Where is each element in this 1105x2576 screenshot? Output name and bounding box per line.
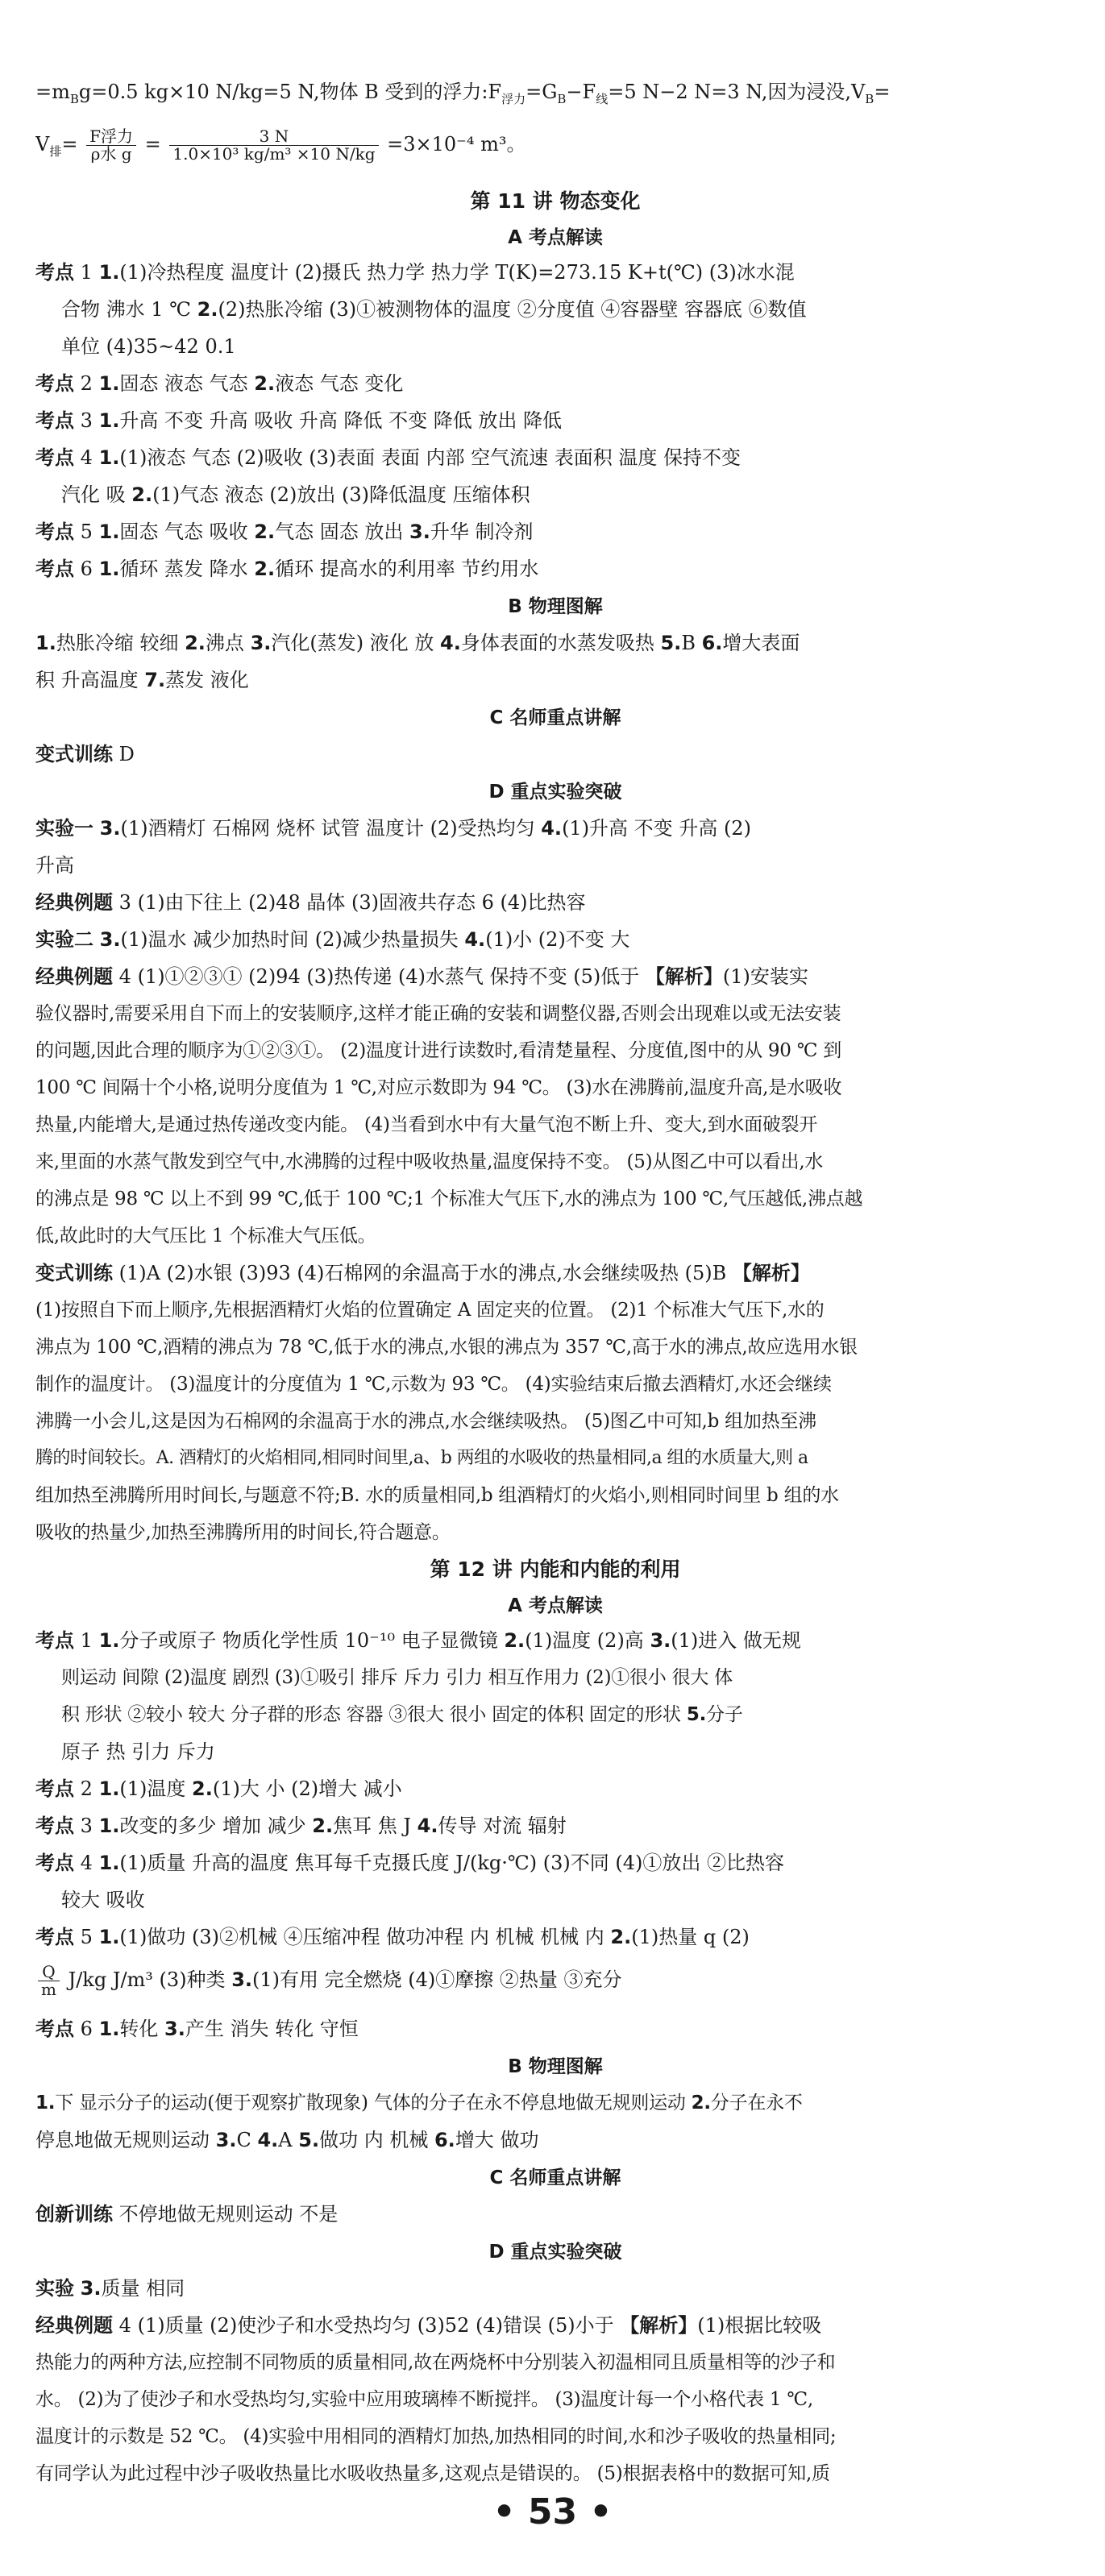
lecture-12-kaodian-3: 考点 3 1.改变的多少 增加 减少 2.焦耳 焦 J 4.传导 对流 辐射 — [35, 1815, 567, 1837]
lecture-11-analysis-line-3: 的问题,因此合理的顺序为①②③①。 (2)温度计进行读数时,看清楚量程、分度值,图中的从 90 ℃ 到 — [35, 1040, 842, 1061]
lecture-11-classic-example-3: 经典例题 3 (1)由下往上 (2)48 晶体 (3)固液共存态 6 (4)比热容 — [35, 891, 586, 914]
lecture-11-analysis-line-7: 的沸点是 98 ℃ 以上不到 99 ℃,低于 100 ℃;1 个标准大气压下,水的沸点为 100 ℃,气压越低,沸点越 — [35, 1188, 863, 1209]
lecture-12-innovation-training: 创新训练 不停地做无规则运动 不是 — [35, 2203, 339, 2225]
lecture-12-kaodian-1: 考点 1 1.分子或原子 物质化学性质 10⁻¹⁰ 电子显微镜 2.(1)温度 (2)高 3.(1)进入 做无规 — [35, 1629, 801, 1652]
lecture-11-analysis-line-2: 验仪器时,需要采用自下而上的安装顺序,这样才能正确的安装和调整仪器,否则会出现难以或无法安装 — [35, 1003, 841, 1024]
lecture-11-section-c: C 名师重点讲解 — [489, 707, 621, 728]
heat-value-fraction: $\frac{Q}{m}$ — [38, 1964, 60, 1998]
lecture-11-variant-training-2: 变式训练 (1)A (2)水银 (3)93 (4)石棉网的余温高于水的沸点,水会继续吸热 (5)B 【解析】 — [35, 1262, 810, 1284]
lecture-11-kaodian-6: 考点 6 1.循环 蒸发 降水 2.循环 提高水的利用率 节约用水 — [35, 558, 539, 580]
lecture-11-variant-analysis-line-8: 吸收的热量少,加热至沸腾所用的时间长,符合题意。 — [35, 1522, 451, 1543]
lecture-12-kaodian-1-line-4: 原子 热 引力 斥力 — [61, 1740, 215, 1763]
continuation-line-1: $=m_Bg=0.5$ kg×10 N/kg=5 N,物体 B 受到的浮力$:F_{浮力}=G_B-F_线=5$ N−2 N=3 N,因为浸没$,V_B=$ — [35, 81, 891, 106]
lecture-11-kaodian-4: 考点 4 1.(1)液态 气态 (2)吸收 (3)表面 表面 内部 空气流速 表面积 温度 保持不变 — [35, 446, 742, 469]
lecture-11-variant-analysis-line-3: 沸点为 100 ℃,酒精的沸点为 78 ℃,低于水的沸点,水银的沸点为 357 ℃,高于水的沸点,故应选用水银 — [35, 1337, 858, 1358]
lecture-12-analysis-line-5: 有同学认为此过程中沙子吸收热量比水吸收热量多,这观点是错误的。 (5)根据表格中的数据可知,质 — [35, 2463, 830, 2484]
lecture-12-diagram-answers-line-2: 停息地做无规则运动 3.C 4.A 5.做功 内 机械 6.增大 做功 — [35, 2129, 539, 2151]
lecture-11-variant-analysis-line-2: (1)按照自下而上顺序,先根据酒精灯火焰的位置确定 A 固定夹的位置。 (2)1 个标准大气压下,水的 — [35, 1300, 825, 1321]
lecture-11-title: 第 11 讲 物态变化 — [470, 189, 641, 213]
lecture-11-kaodian-4-line-2: 汽化 吸 2.(1)气态 液态 (2)放出 (3)降低温度 压缩体积 — [61, 483, 530, 506]
lecture-11-kaodian-5: 考点 5 1.固态 气态 吸收 2.气态 固态 放出 3.升华 制冷剂 — [35, 521, 534, 543]
lecture-12-diagram-answers: 1.下 显示分子的运动(便于观察扩散现象) 气体的分子在永不停息地做无规则运动 2.分子在永不 — [35, 2093, 803, 2113]
lecture-11-analysis-line-6: 来,里面的水蒸气散发到空气中,水沸腾的过程中吸收热量,温度保持不变。 (5)从图乙中可以看出,水 — [35, 1151, 824, 1172]
lecture-11-variant-analysis-line-5: 沸腾一小会儿,这是因为石棉网的余温高于水的沸点,水会继续吸热。 (5)图乙中可知,b 组加热至沸 — [35, 1411, 816, 1432]
lecture-11-section-d: D 重点实验突破 — [488, 782, 622, 803]
lecture-11-kaodian-3: 考点 3 1.升高 不变 升高 吸收 升高 降低 不变 降低 放出 降低 — [35, 409, 563, 432]
lecture-11-kaodian-1-line-2: 合物 沸水 1 ℃ 2.(2)热胀冷缩 (3)①被测物体的温度 ②分度值 ④容器壁 容器底 ⑥数值 — [61, 298, 807, 321]
lecture-12-kaodian-5-line-2: $\frac{Q}{m}$ J/kg J/m³ (3)种类 3.(1)有用 完全燃烧 (4)①摩擦 ②热量 ③充分 — [35, 1955, 1075, 2005]
lecture-12-kaodian-1-line-2: 则运动 间隙 (2)温度 剧烈 (3)①吸引 排斥 斥力 引力 相互作用力 (2)①很小 很大 体 — [61, 1667, 733, 1688]
lecture-11-kaodian-2: 考点 2 1.固态 液态 气态 2.液态 气态 变化 — [35, 372, 404, 395]
page-number: • 53 • — [492, 2491, 613, 2532]
lecture-11-analysis-line-5: 热量,内能增大,是通过热传递改变内能。 (4)当看到水中有大量气泡不断上升、变大,到水面破裂开 — [35, 1114, 818, 1135]
lecture-11-variant-analysis-line-7: 组加热至沸腾所用时间长,与题意不符;B. 水的质量相同,b 组酒精灯的火焰小,则相同时间里 b 组的水 — [35, 1485, 839, 1506]
lecture-12-kaodian-6: 考点 6 1.转化 3.产生 消失 转化 守恒 — [35, 2018, 359, 2040]
lecture-12-kaodian-4-line-2: 较大 吸收 — [61, 1889, 145, 1911]
lecture-11-kaodian-1-line-3: 单位 (4)35~42 0.1 — [61, 335, 236, 358]
lecture-11-variant-analysis-line-6: 腾的时间较长。A. 酒精灯的火焰相同,相同时间里,a、b 两组的水吸收的热量相同,a 组的水质量大,则 a — [35, 1448, 808, 1468]
lecture-11-experiment-1-line-2: 升高 — [35, 854, 74, 877]
volume-fraction: $\frac{3 N}{\text{1.0×10³ kg/m³ ×10 N/kg}}$ — [169, 128, 378, 163]
lecture-12-section-a: A 考点解读 — [508, 1595, 603, 1616]
lecture-11-variant-training: 变式训练 D — [35, 743, 135, 765]
lecture-11-diagram-answers-line-2: 积 升高温度 7.蒸发 液化 — [35, 669, 249, 691]
lecture-12-section-d: D 重点实验突破 — [488, 2242, 622, 2263]
lecture-12-section-b: B 物理图解 — [508, 2056, 603, 2077]
lecture-12-kaodian-1-line-3: 积 形状 ②较小 较大 分子群的形态 容器 ③很大 很小 固定的体积 固定的形状 5.分子 — [61, 1704, 743, 1725]
lecture-11-classic-example-4: 经典例题 4 (1)①②③① (2)94 (3)热传递 (4)水蒸气 保持不变 (5)低于 【解析】(1)安装实 — [35, 965, 808, 988]
lecture-11-kaodian-1: 考点 1 1.(1)冷热程度 温度计 (2)摄氏 热力学 热力学 T(K)=273.15 K+t(℃) (3)冰水混 — [35, 261, 795, 284]
lecture-12-analysis-line-3: 水。 (2)为了使沙子和水受热均匀,实验中应用玻璃棒不断搅拌。 (3)温度计每一个小格代表 1 ℃, — [35, 2389, 813, 2410]
lecture-12-kaodian-5: 考点 5 1.(1)做功 (3)②机械 ④压缩冲程 做功冲程 内 机械 机械 内 2.(1)热量 q (2) — [35, 1926, 750, 1948]
lecture-12-classic-example-4: 经典例题 4 (1)质量 (2)使沙子和水受热均匀 (3)52 (4)错误 (5)小于 【解析】(1)根据比较吸 — [35, 2314, 822, 2337]
lecture-11-analysis-line-4: 100 ℃ 间隔十个小格,说明分度值为 1 ℃,对应示数即为 94 ℃。 (3)水在沸腾前,温度升高,是水吸收 — [35, 1077, 842, 1098]
lecture-11-variant-analysis-line-4: 制作的温度计。 (3)温度计的分度值为 1 ℃,示数为 93 ℃。 (4)实验结束后撤去酒精灯,水还会继续 — [35, 1374, 832, 1395]
lecture-11-section-b: B 物理图解 — [508, 596, 603, 617]
buoyancy-fraction: $\frac{\text{F浮力}}{\text{ρ水 g}}$ — [86, 128, 136, 163]
lecture-12-title: 第 12 讲 内能和内能的利用 — [430, 1558, 681, 1581]
lecture-11-analysis-line-8: 低,故此时的大气压比 1 个标准大气压低。 — [35, 1226, 376, 1247]
lecture-12-analysis-line-4: 温度计的示数是 52 ℃。 (4)实验中用相同的酒精灯加热,加热相同的时间,水和沙子吸收的热量相同; — [35, 2426, 837, 2447]
lecture-11-experiment-2: 实验二 3.(1)温水 减少加热时间 (2)减少热量损失 4.(1)小 (2)不变 大 — [35, 928, 630, 951]
lecture-12-analysis-line-2: 热能力的两种方法,应控制不同物质的质量相同,故在两烧杯中分别装入初温相同且质量相等的沙子和 — [35, 2352, 836, 2373]
lecture-12-kaodian-4: 考点 4 1.(1)质量 升高的温度 焦耳每千克摄氏度 J/(kg·℃) (3)不同 (4)①放出 ②比热容 — [35, 1852, 784, 1874]
lecture-11-experiment-1: 实验一 3.(1)酒精灯 石棉网 烧杯 试管 温度计 (2)受热均匀 4.(1)升高 不变 升高 (2) — [35, 817, 751, 840]
lecture-12-section-c: C 名师重点讲解 — [489, 2167, 621, 2188]
lecture-12-experiment: 实验 3.质量 相同 — [35, 2277, 185, 2300]
lecture-11-diagram-answers: 1.热胀冷缩 较细 2.沸点 3.汽化(蒸发) 液化 放 4.身体表面的水蒸发吸热 5.B 6.增大表面 — [35, 632, 800, 654]
lecture-12-kaodian-2: 考点 2 1.(1)温度 2.(1)大 小 (2)增大 减小 — [35, 1777, 402, 1800]
lecture-11-section-a: A 考点解读 — [508, 227, 603, 248]
continuation-line-2: $V_排=$ $\frac{\text{F浮力}}{\text{ρ水 g}}$ = $\frac{3 N}{\text{1.0×10³ kg/m³ ×10 N/kg}}$ =3×10⁻⁴ m³。 — [35, 127, 526, 164]
